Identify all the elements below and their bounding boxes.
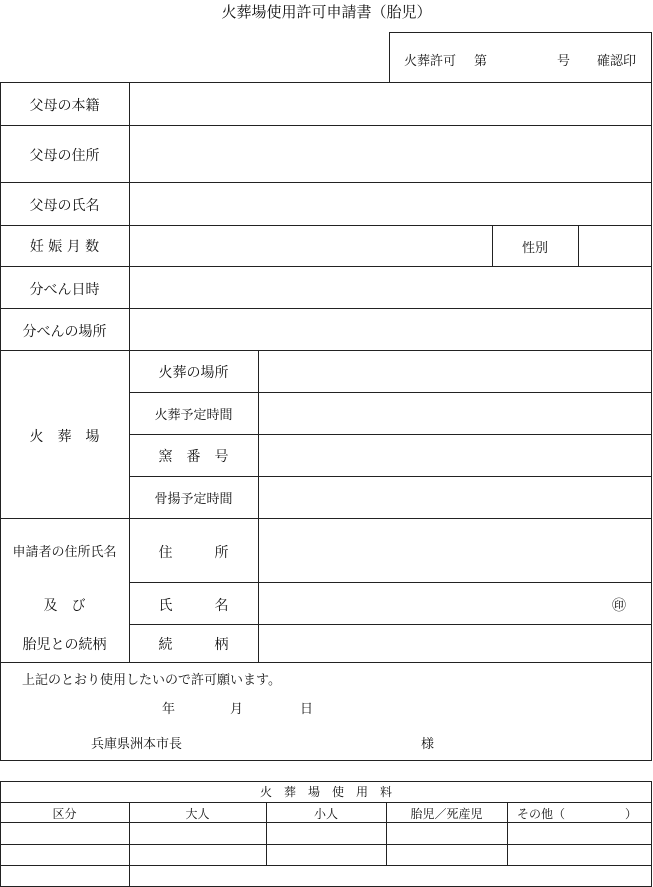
- row-divider: [0, 182, 652, 183]
- bone-collection-time-label: 骨揚予定時間: [154, 492, 233, 507]
- seal-mark: ㊞: [612, 598, 626, 614]
- row-divider: [0, 308, 652, 309]
- sex-label: 性別: [521, 241, 548, 256]
- pregnancy-months-label: 妊 娠 月 数: [29, 239, 100, 255]
- fee-row-divider: [0, 844, 652, 845]
- row-divider: [129, 392, 652, 393]
- row-divider: [129, 582, 652, 583]
- cremation-time-label: 火葬予定時間: [154, 408, 233, 423]
- fee-row-divider: [0, 865, 652, 866]
- row-divider: [0, 225, 652, 226]
- column-divider: [578, 225, 579, 266]
- honorific-label: 様: [421, 737, 435, 752]
- applicant-address-label: 住 所: [158, 545, 229, 561]
- row-divider: [0, 518, 652, 519]
- row-divider: [0, 662, 652, 663]
- application-form-frame: [0, 82, 652, 761]
- birth-datetime-label: 分べん日時: [29, 282, 100, 298]
- birth-place-label: 分べんの場所: [22, 324, 107, 340]
- fee-row-divider: [0, 822, 652, 823]
- row-divider: [0, 266, 652, 267]
- row-divider: [0, 350, 652, 351]
- parents-name-label: 父母の氏名: [29, 198, 100, 214]
- relation-to-fetus-label: 胎児との続柄: [22, 637, 107, 653]
- fee-header-child: 小人: [313, 807, 338, 821]
- row-divider: [129, 476, 652, 477]
- fee-header-category: 区分: [52, 807, 77, 821]
- relation-label: 続 柄: [158, 637, 229, 653]
- fee-header-adult: 大人: [185, 807, 210, 821]
- fee-header-other: その他（ ）: [517, 807, 638, 821]
- addressee-label: 兵庫県洲本市長: [91, 737, 183, 752]
- date-day-label: 日: [300, 702, 314, 717]
- column-divider: [258, 350, 259, 662]
- applicant-address-name-label: 申請者の住所氏名: [12, 545, 117, 560]
- row-divider: [0, 125, 652, 126]
- confirmation-stamp-label: 確認印: [597, 54, 637, 69]
- permit-gou-label: 号: [557, 54, 571, 69]
- parents-honseki-label: 父母の本籍: [29, 98, 100, 114]
- fee-column-divider: [507, 802, 508, 865]
- parents-address-label: 父母の住所: [29, 148, 100, 164]
- fee-table-title: 火 葬 場 使 用 料: [259, 785, 392, 799]
- request-statement: 上記のとおり使用したいので許可願います。: [22, 673, 281, 688]
- permit-label: 火葬許可: [404, 54, 457, 69]
- applicant-name-label: 氏 名: [158, 598, 229, 614]
- row-divider: [129, 624, 652, 625]
- fee-row-divider: [0, 802, 652, 803]
- page-title: 火葬場使用許可申請書（胎児）: [221, 3, 432, 21]
- permit-dai-label: 第: [474, 54, 488, 69]
- date-month-label: 月: [230, 702, 244, 717]
- row-divider: [129, 434, 652, 435]
- cremation-place-label: 火葬の場所: [158, 365, 229, 381]
- crematorium-group-label: 火 葬 場: [29, 429, 100, 445]
- fee-header-fetus-stillbirth: 胎児／死産児: [410, 807, 483, 821]
- applicant-and-label: 及 び: [43, 598, 86, 614]
- kiln-number-label: 窯 番 号: [158, 449, 229, 465]
- date-year-label: 年: [162, 702, 176, 717]
